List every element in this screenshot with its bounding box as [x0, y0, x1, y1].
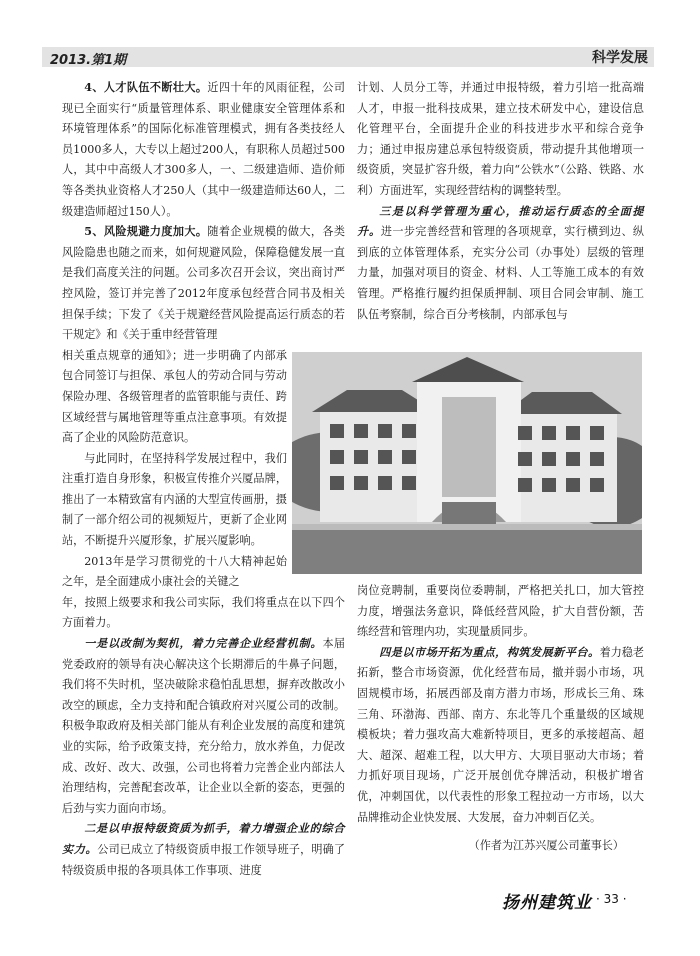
- paragraph-market: [357, 643, 644, 828]
- paragraph-lead: 4、人才队伍不断壮大。: [84, 81, 208, 94]
- paragraph-brand: 与此同时，在坚持科学发展过程中，我们注重打造自身形象，积极宣传推介兴厦品牌，推出了一本精致富有内涵的大型宣传画册，摄制了一部介绍公司的视频短片，更新了企业网站，不断提升兴厦形象，扩展兴厦影响。: [62, 451, 287, 548]
- paragraph-body: 本届党委政府的领导有决心解决这个长期滞后的牛鼻子问题，我们将不失时机，坚决破除求稳怕乱思想，摒弃改散改小改空的顾虑，全力支持和配合镇政府对兴厦公司的改制。积极争取政府及相关部门能从有利企业发展的高度和建筑业的实际，给予政策支持，充分给力，放水养鱼，力促改成、改好、改大、改强，公司也将着力完善企业内部法人治理结构，完善配套改革，让企业以全新的姿态，更强的后劲与实力面向市场。: [62, 637, 345, 815]
- paragraph-control: 岗位竞聘制，重要岗位委聘制，严格把关扎口，加大管控力度，增强法务意识，降低经营风险，扩大自营份额，苦练经营和管理内功，实现量质同步。: [357, 584, 644, 639]
- column-title: 科学发展: [592, 50, 648, 66]
- narrow-text-block: [62, 346, 287, 593]
- paragraph-risk-continued: 相关重点规章的通知》；进一步明确了内部承包合同签订与担保、承包人的劳动合同与劳动保险办理、各级管理者的监管职能与责任、跨区域经营与属地管理等重点注意事项。有效提高了企业的风险防范意识。: [62, 348, 287, 445]
- page-number: · 33 ·: [596, 892, 627, 906]
- paragraph-lead: 5、风险规避力度加大。: [84, 225, 208, 239]
- right-column-top: [357, 78, 644, 325]
- header-bar: [42, 47, 654, 67]
- right-column-bottom: [357, 581, 644, 857]
- building-photo-graphic: [292, 352, 642, 574]
- paragraph-body: 进一步完善经营和管理的各项规章，实行横到边、纵到底的立体管理体系，充实分公司（办事处）层级的管理力量，加强对项目的资金、材料、人工等施工成本的有效管理。严格推行履约担保质押制、项目合同会审制、施工队伍考察制，综合百分考核制，内部承包与: [357, 225, 644, 321]
- paragraph-body: 着力稳老拓新，整合市场资源，优化经营布局，撤并弱小市场，巩固规模市场，拓展西部及南方潜力市场，形成长三角、珠三角、环渤海、西部、南方、东北等几个重量级的区域规模板块；着力强攻高大难新特项目，更多的承接超高、超大、超深、超难工程，以大甲方、大项目驱动大市场；着力抓好项目现场，广泛开展创优夺牌活动，积极扩增省优，冲刺国优，以代表性的形象工程拉动一方市场，以大品牌推动企业快发展、大发展，奋力冲刺百亿关。: [357, 645, 644, 824]
- paragraph-body: 随着企业规模的做大，各类风险隐患也随之而来，如何规避风险，保障稳健发展一直是我们高度关注的问题。公司多次召开会议，突出商讨严控风险，签订并完善了2012年度承包经营合同书及相关担保手续；下发了《关于规避经营风险提高运行质态的若干规定》和《关于重申经营管理: [62, 225, 345, 342]
- paragraph-plan: 计划、人员分工等，并通过申报特级，着力引培一批高端人才，申报一批科技成果，建立技术研发中心，建设信息化管理平台，全面提升企业的科技进步水平和综合竞争力；通过申报房建总承包特级资质，带动提升其他增项一级资质，突显扩容升级，着力向“公铁水”（公路、铁路、水利）方面进军，实现经营结构的调整转型。: [357, 81, 644, 197]
- paragraph-talent: [62, 78, 345, 222]
- paragraph-risk: [62, 222, 345, 346]
- paragraph-lead: 三是以科学管理为重心，推动运行质态的全面提升。: [357, 204, 644, 239]
- building-photo: [292, 352, 642, 574]
- author-note: （作者为江苏兴厦公司董事长）: [468, 839, 624, 853]
- paragraph-body: 近四十年的风雨征程，公司现已全面实行“质量管理体系、职业健康安全管理体系和环境管理体系”的国际化标准管理模式，拥有各类技经人员1000多人，大专以上超过200人，有职称人员超过500人，其中中高级人才300多人，一、二级建造师、造价师等各类执业资格人才250人（其中一级建造师达60人，二级建造师超过150人）。: [62, 81, 345, 218]
- issue-label: 2013.第1期: [50, 53, 127, 68]
- paragraph-qualification: [62, 819, 345, 881]
- paragraph-lead: 一是以改制为契机，着力完善企业经营机制。: [84, 637, 323, 651]
- paragraph-lead: 二是以申报特级资质为抓手，着力增强企业的综合实力。: [62, 822, 345, 856]
- paragraph-reform: [62, 634, 345, 819]
- paragraph-body: 公司已成立了特级资质申报工作领导班子，明确了特级资质申报的各项具体工作事项、进度: [62, 842, 345, 877]
- magazine-logo: 扬州建筑业: [502, 893, 592, 913]
- paragraph-2013-a: 2013年是学习贯彻党的十八大精神起始之年，是全面建成小康社会的关键之: [62, 554, 287, 589]
- paragraph-2013-b: 年，按照上级要求和我公司实际，我们将重点在以下四个方面着力。: [62, 595, 345, 630]
- paragraph-lead: 四是以市场开拓为重点，构筑发展新平台。: [379, 645, 600, 659]
- paragraph-management: [357, 202, 644, 326]
